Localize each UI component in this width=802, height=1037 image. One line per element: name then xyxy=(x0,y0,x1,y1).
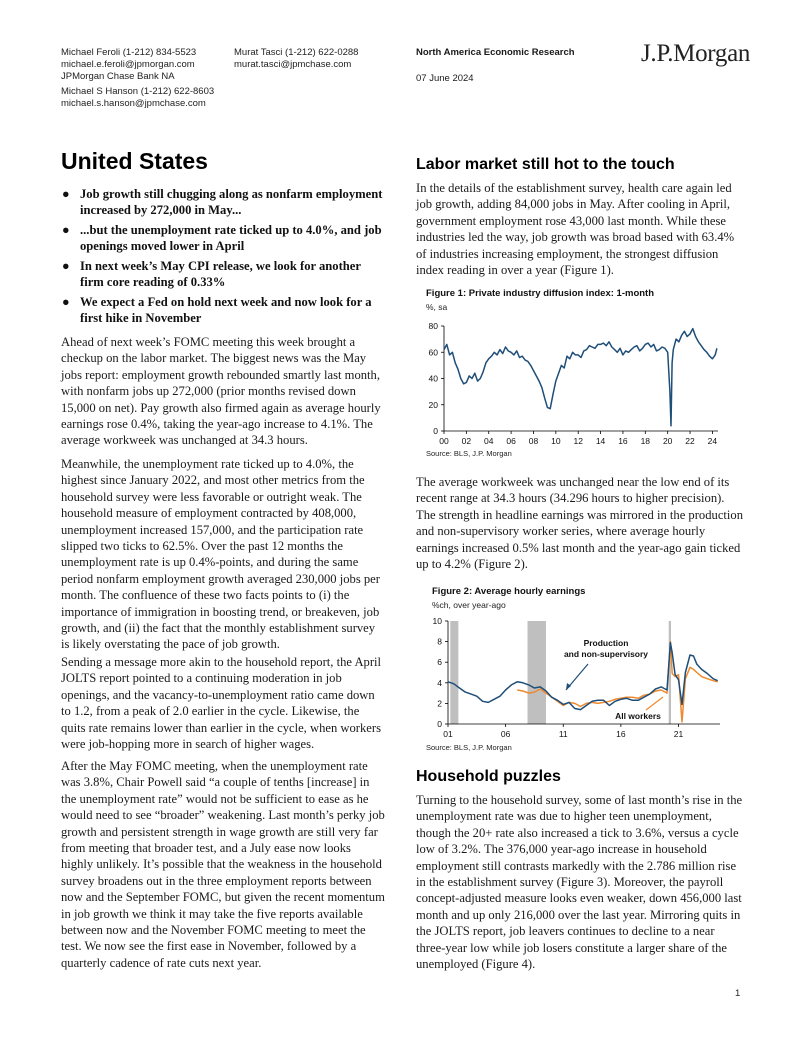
x-tick-label: 10 xyxy=(551,436,561,446)
bullet-dot-icon: ● xyxy=(62,223,70,237)
key-point: ● We expect a Fed on hold next week and now look for a first hike in November xyxy=(62,295,372,325)
figure-2-source: Source: BLS, J.P. Morgan xyxy=(426,743,512,752)
y-tick-label: 8 xyxy=(437,636,442,647)
contact-email[interactable]: michael.s.hanson@jpmchase.com xyxy=(61,97,206,109)
body-paragraph: Ahead of next week’s FOMC meeting this week brought a checkup on the labor market. The biggest news was the May jobs report: employment growth rebounded smartly last month, with nonfarm jobs up 272,000 (prior months revised down 15,000 on net). Pay growth also firmed again as average hourly earnings rose 0.4%, taking the year-ago increase to 4.1%. The average workweek was unchanged at 34.3 hours. xyxy=(61,335,381,448)
figure-2-unit: %ch, over year-ago xyxy=(432,600,506,610)
body-paragraph: Sending a message more akin to the household report, the April JOLTS report pointed to a continuing moderation in job openings, and the vacancy-to-unemployment ratio came down to 1.2, from a peak of 2.0 earlier in the cycle. Likewise, the quits rate remains lower than earlier in the cycle, when workers were job-hopping more in search of higher wages. xyxy=(61,655,382,752)
y-tick-label: 60 xyxy=(428,347,438,358)
annotation-arrow xyxy=(646,697,663,710)
report-date: 07 June 2024 xyxy=(416,73,474,84)
x-tick-label: 02 xyxy=(461,436,472,446)
bullet-dot-icon: ● xyxy=(62,187,70,201)
x-tick-label: 00 xyxy=(439,436,449,446)
contact-line: Michael S Hanson (1-212) 622-8603 xyxy=(61,85,215,97)
y-tick-label: 0 xyxy=(433,426,438,436)
body-paragraph: In the details of the establishment survey, health care again led job growth, adding 84,000 jobs in May. After cooling in April, government employment rose 43,000 last month. While these industries led the way, job growth was broad based with 63.4% of industries increasing employment, the strongest diffusion index reading in over a year (Figure 1). xyxy=(416,181,735,278)
figure-2-chart xyxy=(416,612,726,742)
author-contacts-2 xyxy=(234,47,358,71)
key-point: ● In next week’s May CPI release, we look for another firm core reading of 0.33% xyxy=(62,259,361,289)
x-tick-label: 14 xyxy=(595,436,606,446)
series-line-private-industry-diffusion-index xyxy=(444,329,717,426)
y-tick-label: 10 xyxy=(432,616,442,626)
key-points-list xyxy=(61,187,386,331)
annotation-all-workers: All workers xyxy=(615,711,661,721)
jpmorgan-logo: J.P.Morgan xyxy=(641,40,751,67)
y-tick-label: 20 xyxy=(428,399,438,410)
x-tick-label: 12 xyxy=(573,436,583,446)
y-tick-label: 0 xyxy=(437,719,442,729)
x-tick-label: 24 xyxy=(707,436,718,446)
figure-2-title: Figure 2: Average hourly earnings xyxy=(432,586,586,597)
contact-email[interactable]: michael.e.feroli@jpmorgan.com xyxy=(61,59,195,71)
section-heading: Household puzzles xyxy=(416,768,561,785)
x-tick-label: 06 xyxy=(506,436,516,446)
figure-1-source: Source: BLS, J.P. Morgan xyxy=(426,449,512,458)
y-tick-label: 40 xyxy=(428,373,438,384)
y-tick-label: 6 xyxy=(437,657,442,668)
key-point: ● ...but the unemployment rate ticked up to 4.0%, and job openings moved lower in April xyxy=(62,223,382,253)
contact-line: JPMorgan Chase Bank NA xyxy=(61,71,175,83)
body-paragraph: Turning to the household survey, some of last month’s rise in the unemployment rate was due to higher teen unemployment, though the 20+ rate also increased a tick to 3.6%, versus a cycle low of 3.2%. The 376,000 year-ago increase in household employment still contrasts markedly with the 2.786 million rise in the establishment survey (Figure 3). Moreover, the payroll concept-adjusted measure looks even weaker, down 456,000 last month and up only 216,000 over the last year. Mirroring quits in the JOLTS report, job leavers continues to decline to a near three-year low while job losers constitute a larger share of the unemployed (Figure 4). xyxy=(416,793,743,972)
recession-band xyxy=(528,621,546,724)
y-tick-label: 80 xyxy=(428,321,438,331)
body-paragraph: Meanwhile, the unemployment rate ticked up to 4.0%, the highest since January 2022, and most other metrics from the household survey were less favorable or outright weak. The household measure of employment contracted by 408,000, unemployment increased 157,000, and the participation rate slipped two ticks to 62.5%. Over the past 12 months the unemployment rate is up 0.4%-points, and during the same period nonfarm employment growth averaged 230,000 jobs per month. The confluence of these two facts points to (i) the importance of immigration in boosting trend, or breakeven, job growth, and (ii) the fact that the monthly establishment survey is likely overstating the pace of job growth. xyxy=(61,457,380,652)
author-contacts-1 xyxy=(61,47,214,110)
x-tick-label: 11 xyxy=(558,729,568,739)
contact-line: Michael Feroli (1-212) 834-5523 xyxy=(61,47,197,58)
contact-email[interactable]: murat.tasci@jpmchase.com xyxy=(234,59,352,71)
x-tick-label: 06 xyxy=(500,729,511,739)
x-tick-label: 16 xyxy=(618,436,628,446)
x-tick-label: 18 xyxy=(640,436,651,446)
figure-1-unit: %, sa xyxy=(426,302,448,312)
section-heading: Labor market still hot to the touch xyxy=(416,156,675,173)
figure-1-chart xyxy=(416,314,726,448)
x-tick-label: 08 xyxy=(528,436,539,446)
body-paragraph: The average workweek was unchanged near the low end of its recent range at 34.3 hours (34.296 hours to higher precision). The strength in headline earnings was mirrored in the production and non-supervisory worker series, where average hourly earnings increased 0.5% last month and the year-ago gain ticked up to 4.2% (Figure 2). xyxy=(416,475,743,572)
recession-band xyxy=(450,621,458,724)
bullet-dot-icon: ● xyxy=(62,259,70,273)
figure-1-title: Figure 1: Private industry diffusion index: 1-month xyxy=(426,288,655,299)
page-number: 1 xyxy=(735,988,741,999)
page-title: United States xyxy=(61,148,208,174)
x-tick-label: 21 xyxy=(673,729,684,739)
key-point: ● Job growth still chugging along as nonfarm employment increased by 272,000 in May... xyxy=(62,187,383,217)
y-tick-label: 4 xyxy=(437,677,442,688)
x-tick-label: 22 xyxy=(685,436,695,446)
x-tick-label: 01 xyxy=(443,729,453,739)
x-tick-label: 04 xyxy=(484,436,494,446)
x-tick-label: 16 xyxy=(616,729,626,739)
y-tick-label: 2 xyxy=(437,698,442,709)
department-name: North America Economic Research xyxy=(416,47,575,58)
annotation-production-nonsupervisory: Production and non-supervisory xyxy=(563,638,649,659)
contact-line: Murat Tasci (1-212) 622-0288 xyxy=(234,47,359,58)
x-tick-label: 20 xyxy=(662,436,673,446)
bullet-dot-icon: ● xyxy=(62,295,70,309)
body-paragraph: After the May FOMC meeting, when the unemployment rate was 3.8%, Chair Powell said “a couple of tenths [increase] in the unemployment rate” would not be sufficient to ease as he would need to see “broader” weakening. Last month’s perky job growth and persistent strength in wage growth are still very far from meeting that broader test, and a July ease now looks highly unlikely. It’s possible that the weakness in the household survey broadens out in the three employment reports between now and the September FOMC, but given the recent momentum in job growth we think it may take the five reports available between now and the November FOMC meeting to meet the test. We now see the first ease in November, followed by a quarterly cadence of rate cuts next year. xyxy=(61,759,385,970)
